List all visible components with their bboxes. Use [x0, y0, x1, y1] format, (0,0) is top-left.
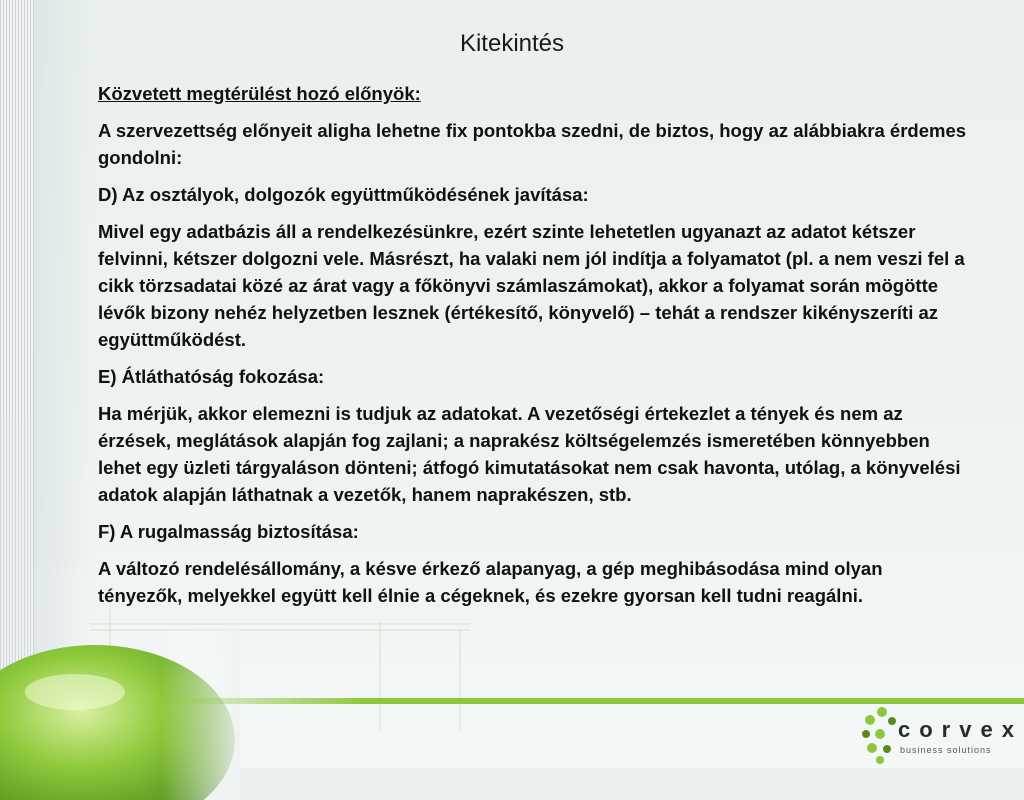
point-e-body: Ha mérjük, akkor elemezni is tudjuk az adatokat. A vezetőségi értekezlet a tények és nem az érzések, meglátások alapján fog zajlani; a naprakész költségelemzés ismeretében könnyebben lehet egy üzleti tárgyaláson dönteni; átfogó kimutatásokat nem csak havonta, utólag, a könyvelési adatok alapján láthatnak a vezetők, hanem naprakészen, stb.	[98, 403, 961, 505]
slide-content	[98, 80, 968, 619]
point-e-heading: E) Átláthatóság fokozása:	[98, 366, 325, 387]
corvex-logo	[860, 705, 1023, 765]
green-accent-bar	[150, 698, 1024, 704]
logo-dots-icon	[860, 705, 900, 765]
slide-title: Kitekintés	[459, 30, 565, 57]
logo-wordmark: corvex	[898, 717, 1023, 742]
point-d-body: Mivel egy adatbázis áll a rendelkezésünkre, ezért szinte lehetetlen ugyanazt az adatot kétszer felvinni, kétszer dolgozni vele. Másrészt, ha valaki nem jól indítja a folyamatot (pl. a nem veszi fel a cikk törzsadatai közé az árat vagy a főkönyvi számlaszámokat), akkor a folyamat során mögötte lévők bizony nehéz helyzetben lesznek (értékesítő, könyvelő) – tehát a rendszer kikényszeríti az együttműködést.	[98, 221, 965, 350]
point-f-body: A változó rendelésállomány, a késve érkező alapanyag, a gép meghibásodása mind olyan tényezők, melyekkel együtt kell élnie a cégeknek, és ezekre gyorsan kell tudni reagálni.	[98, 558, 883, 606]
intro-paragraph: A szervezettség előnyeit aligha lehetne fix pontokba szedni, de biztos, hogy az alábbiakra érdemes gondolni:	[98, 120, 967, 168]
apple-decoration	[0, 630, 240, 800]
point-d-heading: D) Az osztályok, dolgozók együttműködésének javítása:	[98, 184, 589, 205]
point-f-heading: F) A rugalmasság biztosítása:	[98, 521, 359, 542]
section-heading: Közvetett megtérülést hozó előnyök:	[98, 83, 421, 104]
logo-tagline: business solutions	[900, 745, 992, 755]
